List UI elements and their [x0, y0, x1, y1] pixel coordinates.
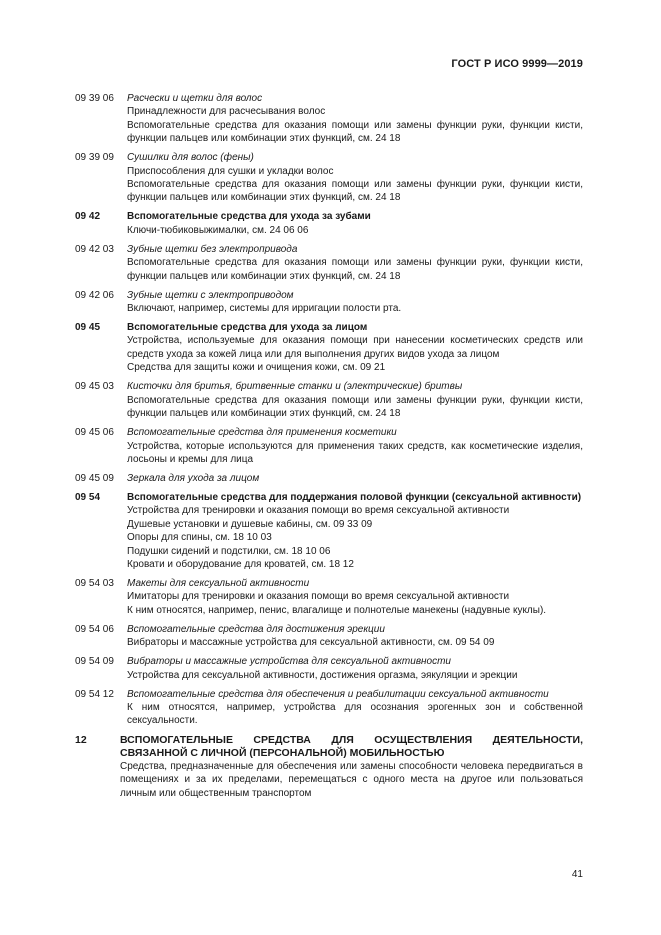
entry-code: 09 39 09 — [75, 152, 114, 164]
entry-title: Зубные щетки с электроприводом — [127, 289, 294, 301]
entry-title: Вспомогательные средства для поддержания половой функции (сексуальной активности) — [127, 491, 582, 503]
entry-09-54-03 — [75, 577, 583, 617]
entry-12 — [75, 734, 583, 800]
entry-code: 12 — [75, 733, 87, 746]
classification-list — [75, 92, 583, 806]
entry-text: Средства для защиты кожи и очищения кожи, см. 09 21 — [127, 362, 386, 374]
entry-title: Вспомогательные средства для применения косметики — [127, 427, 397, 439]
entry-text: Кровати и оборудование для кроватей, см. 18 12 — [127, 558, 354, 570]
entry-09-45-06 — [75, 426, 583, 466]
entry-code: 09 54 09 — [75, 656, 114, 668]
entry-text: Принадлежности для расчесывания волос — [127, 106, 326, 118]
entry-title: Кисточки для бритья, бритвенные станки и (электрические) бритвы — [127, 381, 463, 393]
entry-code: 09 54 03 — [75, 577, 114, 589]
entry-code: 09 42 — [75, 211, 101, 223]
entry-text: Душевые установки и душевые кабины, см. 09 33 09 — [127, 518, 373, 530]
entry-09-54-12 — [75, 688, 583, 728]
entry-title: Расчески и щетки для волос — [127, 93, 263, 104]
entry-09-39-09 — [75, 151, 583, 205]
page-number: 41 — [571, 869, 583, 880]
entry-title: ВСПОМОГАТЕЛЬНЫЕ СРЕДСТВА ДЛЯ ОСУЩЕСТВЛЕНИЯ ДЕЯТЕЛЬНОСТИ, СВЯЗАННОЙ С ЛИЧНОЙ (ПЕРСОНАЛЬНОЙ) МОБИЛЬНОСТЬЮ — [120, 733, 583, 759]
entry-title: Вспомогательные средства для обеспечения и реабилитации сексуальной активности — [127, 688, 549, 700]
entry-09-39-06 — [75, 92, 583, 146]
entry-code: 09 45 09 — [75, 472, 114, 484]
entry-09-54-09 — [75, 655, 583, 682]
entry-title: Макеты для сексуальной активности — [127, 577, 310, 589]
entry-text: Приспособления для сушки и укладки волос — [127, 165, 334, 177]
entry-code: 09 42 06 — [75, 289, 114, 301]
entry-text: Устройства для сексуальной активности, достижения оргазма, эякуляции и эрекции — [127, 669, 518, 681]
entry-text: К ним относятся, например, устройства для осознания эрогенных зон и собственной сексуальности. — [127, 701, 583, 727]
entry-text: Устройства, используемые для оказания помощи при нанесении косметических средств или средств ухода за кожей лица или для выполнения других видов ухода за лицом — [127, 335, 583, 360]
entry-text: Средства, предназначенные для обеспечения или замены способности человека передвигаться в помещениях и за их пределами, перемещаться с одного места на другое или пользоваться личным или общественным транспортом — [120, 760, 583, 799]
document-header: ГОСТ Р ИСО 9999—2019 — [451, 58, 583, 70]
entry-text: Подушки сидений и подстилки, см. 18 10 06 — [127, 545, 331, 557]
entry-text: Вспомогательные средства для оказания помощи или замены функции руки, функции кисти, функции пальцев или комбинации этих функций, см. 24 18 — [127, 257, 583, 282]
entry-code: 09 42 03 — [75, 243, 114, 255]
entry-title: Сушилки для волос (фены) — [127, 152, 254, 164]
entry-09-45-09 — [75, 472, 583, 485]
entry-text: Вспомогательные средства для оказания помощи или замены функции руки, функции кисти, функции пальцев или комбинации этих функций, см. 24 18 — [127, 179, 583, 204]
entry-code: 09 54 06 — [75, 623, 114, 635]
entry-09-45-03 — [75, 380, 583, 420]
entry-title: Вибраторы и массажные устройства для сексуальной активности — [127, 656, 451, 668]
entry-09-45 — [75, 321, 583, 375]
entry-text: Имитаторы для тренировки и оказания помощи во время сексуальной активности — [127, 591, 510, 603]
entry-09-54-06 — [75, 623, 583, 650]
entry-code: 09 39 06 — [75, 93, 114, 104]
entry-09-42 — [75, 210, 583, 237]
entry-text: Включают, например, системы для ирригации полости рта. — [127, 303, 402, 315]
entry-text: К ним относятся, например, пенис, влагалище и полнотелые манекены (надувные куклы). — [127, 604, 547, 616]
entry-code: 09 45 06 — [75, 427, 114, 439]
entry-text: Вспомогательные средства для оказания помощи или замены функции руки, функции кисти, функции пальцев или комбинации этих функций, см. 24 18 — [127, 394, 583, 420]
entry-text: Устройства, которые используются для применения таких средств, как косметические изделия, лосьоны и кремы для лица — [127, 440, 583, 465]
entry-text: Опоры для спины, см. 18 10 03 — [127, 532, 272, 544]
entry-text: Вибраторы и массажные устройства для сексуальной активности, см. 09 54 09 — [127, 637, 495, 649]
entry-code: 09 45 — [75, 322, 101, 334]
entry-title: Вспомогательные средства для ухода за зубами — [127, 211, 371, 223]
entry-code: 09 54 12 — [75, 688, 114, 700]
entry-title: Зубные щетки без электропривода — [127, 243, 298, 255]
entry-09-42-06 — [75, 289, 583, 316]
entry-09-42-03 — [75, 243, 583, 283]
entry-code: 09 45 03 — [75, 381, 114, 393]
entry-09-54 — [75, 491, 583, 571]
entry-title: Зеркала для ухода за лицом — [127, 472, 260, 484]
entry-text: Вспомогательные средства для оказания помощи или замены функции руки, функции кисти, функции пальцев или комбинации этих функций, см. 24 18 — [127, 119, 583, 145]
entry-code: 09 54 — [75, 491, 101, 503]
entry-text: Ключи-тюбиковыжималки, см. 24 06 06 — [127, 224, 309, 236]
entry-text: Устройства для тренировки и оказания помощи во время сексуальной активности — [127, 505, 510, 517]
entry-title: Вспомогательные средства для достижения эрекции — [127, 623, 385, 635]
entry-title: Вспомогательные средства для ухода за лицом — [127, 322, 368, 334]
